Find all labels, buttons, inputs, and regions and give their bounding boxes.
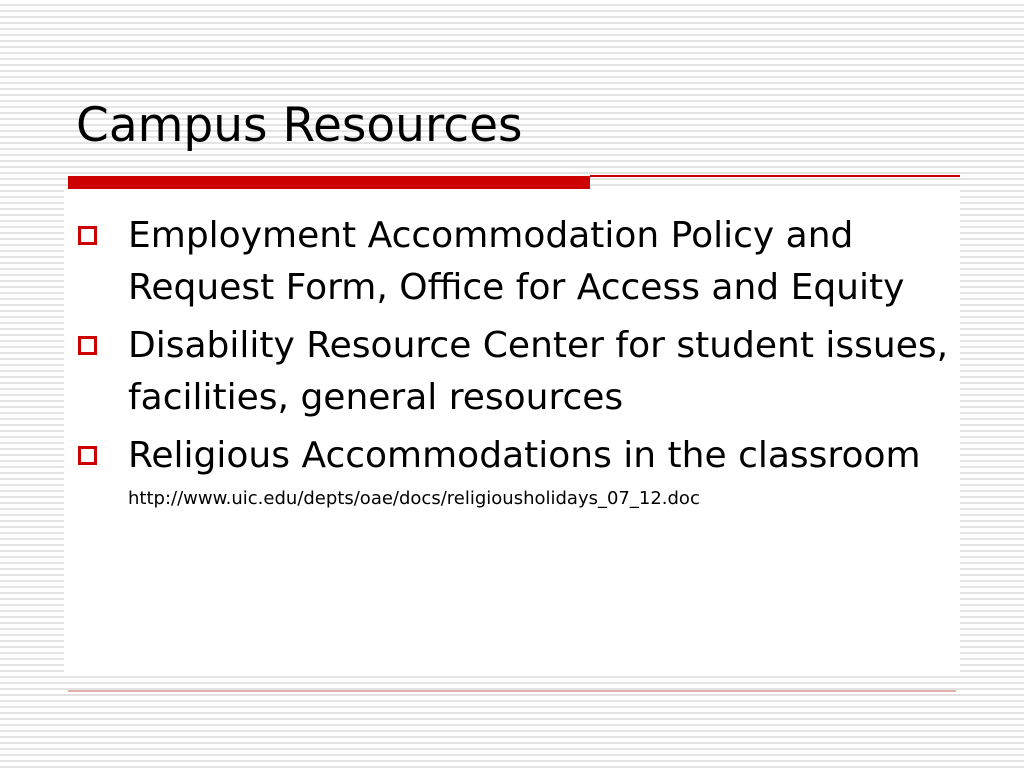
hollow-square-bullet-icon: [78, 336, 97, 355]
bottom-rule: [68, 690, 956, 692]
content-area: [64, 190, 960, 674]
bullet-item-religious: [64, 430, 960, 512]
bullet-text: Employment Accommodation Policy and Request Form, Office for Access and Equity: [128, 215, 905, 308]
bullet-item-disability: [64, 320, 960, 424]
bullet-text: Disability Resource Center for student issues, facilities, general resources: [128, 325, 949, 418]
bullet-item-employment: [64, 210, 960, 314]
hollow-square-bullet-icon: [78, 226, 97, 245]
title-underline: [68, 175, 960, 189]
bullet-text: Religious Accommodations in the classroom: [128, 435, 921, 476]
title-underline-thin: [590, 175, 960, 177]
slide-title: Campus Resources: [76, 98, 523, 153]
bullet-list: [64, 210, 960, 518]
resource-url[interactable]: http://www.uic.edu/depts/oae/docs/religiousholidays_07_12.doc: [128, 488, 700, 509]
title-underline-accent: [68, 176, 590, 189]
hollow-square-bullet-icon: [78, 446, 97, 465]
